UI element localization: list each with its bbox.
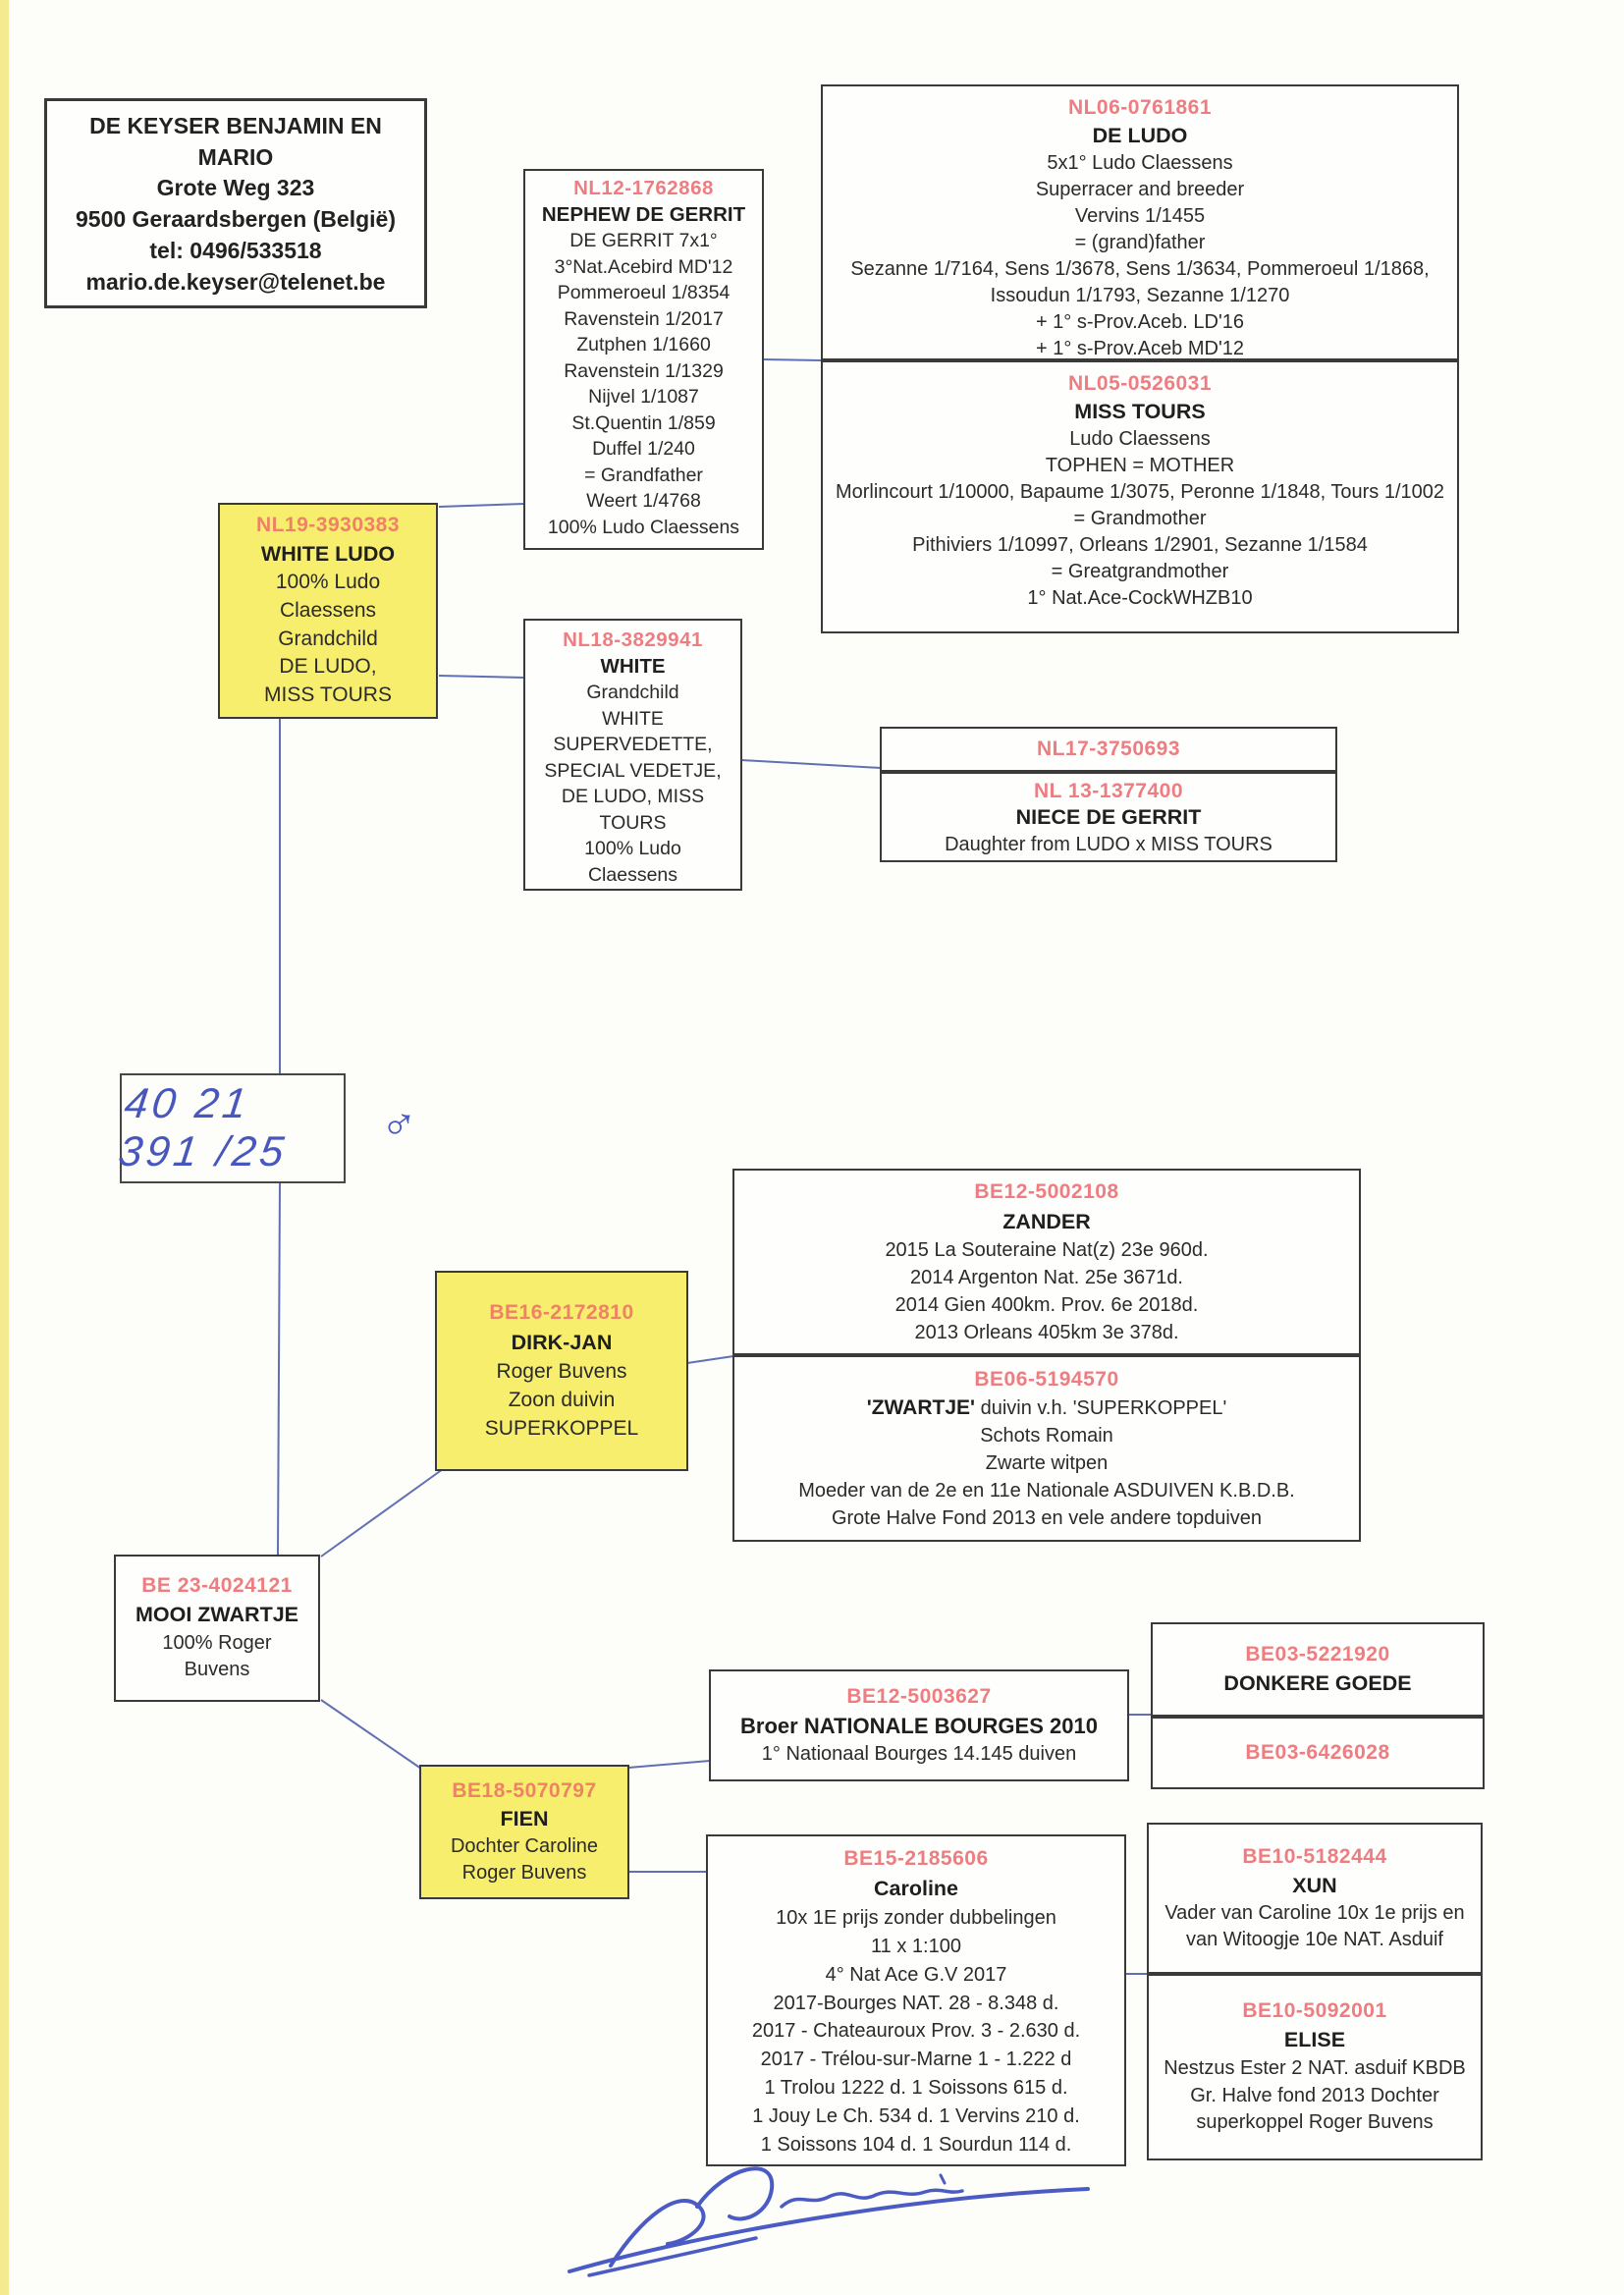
text-line: 5x1° Ludo Claessens bbox=[1047, 152, 1233, 175]
pigeon-name: NIECE DE GERRIT bbox=[1015, 805, 1202, 830]
pigeon-details bbox=[740, 1236, 1353, 1346]
pigeon-name: MOOI ZWARTJE bbox=[135, 1603, 299, 1627]
pedigree-box-broer-nationale-bourges bbox=[709, 1669, 1129, 1781]
pedigree-box-nl17 bbox=[880, 727, 1337, 772]
pedigree-box-dirk-jan bbox=[435, 1271, 688, 1471]
text-line: 100% Ludo Claessens bbox=[547, 516, 740, 538]
text-line: Daughter from LUDO x MISS TOURS bbox=[945, 834, 1272, 856]
text-line: 2013 Orleans 405km 3e 378d. bbox=[914, 1321, 1179, 1343]
text-line: 2014 Gien 400km. Prov. 6e 2018d. bbox=[894, 1293, 1199, 1316]
connector-line bbox=[628, 1761, 710, 1768]
pedigree-box-zwartje bbox=[732, 1355, 1361, 1542]
pedigree-box-donkere-goede bbox=[1151, 1622, 1485, 1717]
text-line: 1 Jouy Le Ch. 534 d. 1 Vervins 210 d. bbox=[752, 2104, 1080, 2127]
ring-number: BE03-6426028 bbox=[1245, 1740, 1390, 1764]
ring-number: NL05-0526031 bbox=[1067, 372, 1213, 395]
text-line: Zwarte witpen bbox=[985, 1452, 1109, 1475]
pigeon-name: ELISE bbox=[1283, 2028, 1346, 2052]
pigeon-details bbox=[531, 680, 734, 888]
pigeon-name-line bbox=[740, 1393, 1353, 1422]
pigeon-details bbox=[740, 1422, 1353, 1532]
pigeon-name: FIEN bbox=[500, 1807, 549, 1831]
ring-number: BE10-5092001 bbox=[1242, 1999, 1387, 2023]
scan-edge-artifact bbox=[0, 0, 9, 2295]
text-line: SPECIAL VEDETJE, bbox=[544, 759, 722, 782]
ring-number: BE 23-4024121 bbox=[141, 1574, 293, 1598]
pigeon-name: DONKERE GOEDE bbox=[1223, 1670, 1412, 1695]
ring-number: BE18-5070797 bbox=[452, 1778, 597, 1802]
ring-number: BE12-5003627 bbox=[846, 1685, 992, 1709]
text-line: TOURS bbox=[599, 811, 667, 834]
text-line: Ravenstein 1/2017 bbox=[564, 307, 724, 330]
text-line: = (grand)father bbox=[1074, 232, 1206, 254]
pigeon-details bbox=[829, 150, 1451, 362]
text-line: MISS TOURS bbox=[264, 683, 392, 707]
pigeon-details bbox=[1155, 2055, 1475, 2137]
text-line: Superracer and breeder bbox=[1035, 179, 1245, 201]
pigeon-details bbox=[714, 1904, 1118, 2158]
pigeon-details bbox=[122, 1630, 312, 1684]
pigeon-name: NEPHEW DE GERRIT bbox=[541, 202, 746, 226]
text-line: tel: 0496/533518 bbox=[149, 237, 322, 263]
text-line: 2017-Bourges NAT. 28 - 8.348 d. bbox=[773, 1992, 1059, 2014]
handwritten-ring-number: 40 21 391 /25 bbox=[116, 1080, 291, 1175]
text-line: 100% Roger bbox=[162, 1631, 272, 1654]
pedigree-box-fien bbox=[419, 1765, 629, 1899]
pigeon-details bbox=[829, 426, 1451, 612]
pedigree-box-white-ludo bbox=[218, 503, 438, 719]
text-line: 3°Nat.Acebird MD'12 bbox=[554, 255, 733, 278]
text-line: TOPHEN = MOTHER bbox=[1045, 455, 1235, 477]
text-line: = Grandmother bbox=[1073, 508, 1207, 530]
text-line: Weert 1/4768 bbox=[586, 490, 701, 512]
ring-number: BE16-2172810 bbox=[489, 1301, 634, 1325]
pigeon-details bbox=[443, 1357, 680, 1444]
pigeon-name: Caroline bbox=[873, 1877, 959, 1901]
male-symbol: ♂ bbox=[377, 1096, 420, 1154]
pedigree-box-be03-hen bbox=[1151, 1717, 1485, 1789]
connector-line bbox=[439, 504, 524, 507]
text-line: 2017 - Trélou-sur-Marne 1 - 1.222 d bbox=[760, 2049, 1072, 2071]
text-line: Grandchild bbox=[586, 682, 679, 703]
pedigree-box-mooi-zwartje bbox=[114, 1555, 320, 1702]
text-line: 1° Nat.Ace-CockWHZB10 bbox=[1027, 587, 1253, 610]
ring-number: BE12-5002108 bbox=[974, 1180, 1119, 1204]
text-line: mario.de.keyser@telenet.be bbox=[85, 268, 386, 295]
text-line: 2014 Argenton Nat. 25e 3671d. bbox=[909, 1266, 1183, 1288]
text-line: Vervins 1/1455 bbox=[1074, 205, 1206, 228]
pigeon-details bbox=[427, 1833, 622, 1886]
pigeon-name: DE LUDO bbox=[1092, 124, 1188, 148]
pigeon-details bbox=[888, 832, 1329, 857]
text-line: 1° Nationaal Bourges 14.145 duiven bbox=[761, 1742, 1077, 1765]
pedigree-box-xun bbox=[1147, 1823, 1483, 1974]
connector-line bbox=[439, 676, 524, 678]
pedigree-box-caroline bbox=[706, 1834, 1126, 2166]
text-line: + 1° s-Prov.Aceb MD'12 bbox=[1035, 338, 1245, 360]
text-line: Morlincourt 1/10000, Bapaume 1/3075, Peronne 1/1848, Tours 1/1002 bbox=[835, 481, 1445, 504]
pedigree-box-white bbox=[523, 619, 742, 891]
pigeon-name: XUN bbox=[1292, 1873, 1337, 1897]
connector-line bbox=[687, 1356, 733, 1363]
text-line: Vader van Caroline 10x 1e prijs en van Witoogje 10e NAT. Asduif bbox=[1164, 1901, 1465, 1950]
ring-number: BE10-5182444 bbox=[1242, 1845, 1387, 1869]
text-line: Zoon duivin bbox=[508, 1389, 616, 1412]
ring-number: NL06-0761861 bbox=[1067, 96, 1213, 119]
pedigree-box-niece-de-gerrit bbox=[880, 772, 1337, 862]
connector-line bbox=[278, 1182, 280, 1556]
text-line: Grote Halve Fond 2013 en vele andere topduiven bbox=[831, 1507, 1263, 1530]
text-line: Zutphen 1/1660 bbox=[576, 334, 711, 355]
text-line: Grote Weg 323 bbox=[156, 175, 315, 201]
ring-number: NL18-3829941 bbox=[563, 628, 703, 651]
text-line: 100% Ludo bbox=[275, 571, 381, 594]
text-line: 10x 1E prijs zonder dubbelingen bbox=[776, 1907, 1056, 1930]
pedigree-box-nephew-de-gerrit bbox=[523, 169, 764, 550]
pedigree-box-elise bbox=[1147, 1974, 1483, 2160]
connector-line bbox=[763, 359, 822, 360]
text-line: Ravenstein 1/1329 bbox=[564, 359, 724, 382]
text-line: Dochter Caroline bbox=[450, 1835, 599, 1858]
pigeon-name-suffix: duivin v.h. 'SUPERKOPPEL' bbox=[975, 1397, 1227, 1419]
ring-number: NL12-1762868 bbox=[573, 177, 714, 199]
text-line: Nestzus Ester 2 NAT. asduif KBDB Gr. Halve fond 2013 Dochter superkoppel Roger Buvens bbox=[1164, 2056, 1466, 2134]
text-line: DE KEYSER BENJAMIN EN MARIO bbox=[89, 113, 382, 170]
pigeon-details bbox=[1155, 1900, 1475, 1953]
text-line: Ludo Claessens bbox=[1069, 428, 1211, 451]
pigeon-name: ZANDER bbox=[1002, 1209, 1091, 1233]
text-line: Roger Buvens bbox=[461, 1862, 587, 1885]
text-line: SUPERKOPPEL bbox=[484, 1417, 639, 1441]
text-line: Duffel 1/240 bbox=[592, 438, 695, 460]
pigeon-name: 'ZWARTJE' bbox=[866, 1396, 976, 1419]
text-line: 1 Trolou 1222 d. 1 Soissons 615 d. bbox=[764, 2076, 1068, 2099]
pigeon-details bbox=[531, 228, 756, 540]
text-line: 100% Ludo bbox=[584, 838, 681, 859]
text-line: Moeder van de 2e en 11e Nationale ASDUIVEN K.B.D.B. bbox=[798, 1480, 1295, 1503]
ring-number: BE06-5194570 bbox=[974, 1367, 1119, 1391]
text-line: WHITE bbox=[602, 707, 664, 730]
text-line: 4° Nat Ace G.V 2017 bbox=[825, 1963, 1007, 1986]
text-line: Pithiviers 1/10997, Orleans 1/2901, Sezanne 1/1584 bbox=[912, 534, 1368, 557]
text-line: SUPERVEDETTE, bbox=[553, 734, 713, 755]
text-line: Nijvel 1/1087 bbox=[588, 386, 699, 408]
ring-number: NL17-3750693 bbox=[1036, 737, 1181, 760]
text-line: DE LUDO, MISS bbox=[561, 786, 705, 807]
pigeon-details bbox=[717, 1741, 1121, 1768]
pigeon-name: DIRK-JAN bbox=[511, 1330, 613, 1354]
text-line: 11 x 1:100 bbox=[871, 1935, 961, 1957]
pedigree-box-miss-tours bbox=[821, 360, 1459, 633]
ring-number: BE15-2185606 bbox=[843, 1847, 989, 1870]
text-line: 1 Soissons 104 d. 1 Sourdun 114 d. bbox=[760, 2133, 1072, 2156]
pedigree-box-de-ludo bbox=[821, 84, 1459, 360]
connector-line bbox=[321, 1700, 421, 1769]
pigeon-name: WHITE bbox=[600, 654, 666, 678]
owner-address-box bbox=[44, 98, 427, 308]
text-line: Claessens bbox=[587, 863, 678, 886]
pedigree-box-zander bbox=[732, 1169, 1361, 1355]
text-line: DE LUDO, bbox=[279, 655, 377, 679]
pigeon-details bbox=[226, 569, 430, 710]
text-line: Roger Buvens bbox=[496, 1359, 627, 1383]
text-line: St.Quentin 1/859 bbox=[571, 411, 716, 434]
text-line: Schots Romain bbox=[980, 1425, 1113, 1448]
pigeon-name: Broer NATIONALE BOURGES 2010 bbox=[740, 1713, 1098, 1738]
connector-line bbox=[741, 760, 881, 768]
text-line: = Greatgrandmother bbox=[1051, 561, 1229, 583]
text-line: Sezanne 1/7164, Sens 1/3678, Sens 1/3634, Pommeroeul 1/1868, Issoudun 1/1793, Sezanne 1/1270 bbox=[850, 258, 1430, 307]
text-line: = Grandfather bbox=[584, 464, 703, 486]
pigeon-name: WHITE LUDO bbox=[260, 541, 396, 566]
text-line: + 1° s-Prov.Aceb. LD'16 bbox=[1035, 311, 1245, 334]
signature-handwriting bbox=[550, 2146, 1119, 2293]
ring-number: BE03-5221920 bbox=[1245, 1643, 1390, 1667]
text-line: DE GERRIT 7x1° bbox=[569, 230, 718, 251]
pigeon-name: MISS TOURS bbox=[1074, 400, 1206, 424]
ring-number: NL19-3930383 bbox=[255, 513, 401, 536]
text-line: 9500 Geraardsbergen (België) bbox=[76, 206, 396, 233]
text-line: 2017 - Chateauroux Prov. 3 - 2.630 d. bbox=[751, 2020, 1081, 2043]
text-line: 2015 La Souteraine Nat(z) 23e 960d. bbox=[885, 1238, 1209, 1261]
text-line: Claessens bbox=[279, 598, 377, 622]
text-line: Pommeroeul 1/8354 bbox=[557, 282, 731, 303]
handwritten-ring-box bbox=[116, 1073, 346, 1183]
connector-line bbox=[321, 1469, 443, 1557]
ring-number: NL 13-1377400 bbox=[1033, 780, 1184, 802]
text-line: Buvens bbox=[184, 1659, 250, 1681]
text-line: Grandchild bbox=[278, 627, 378, 650]
